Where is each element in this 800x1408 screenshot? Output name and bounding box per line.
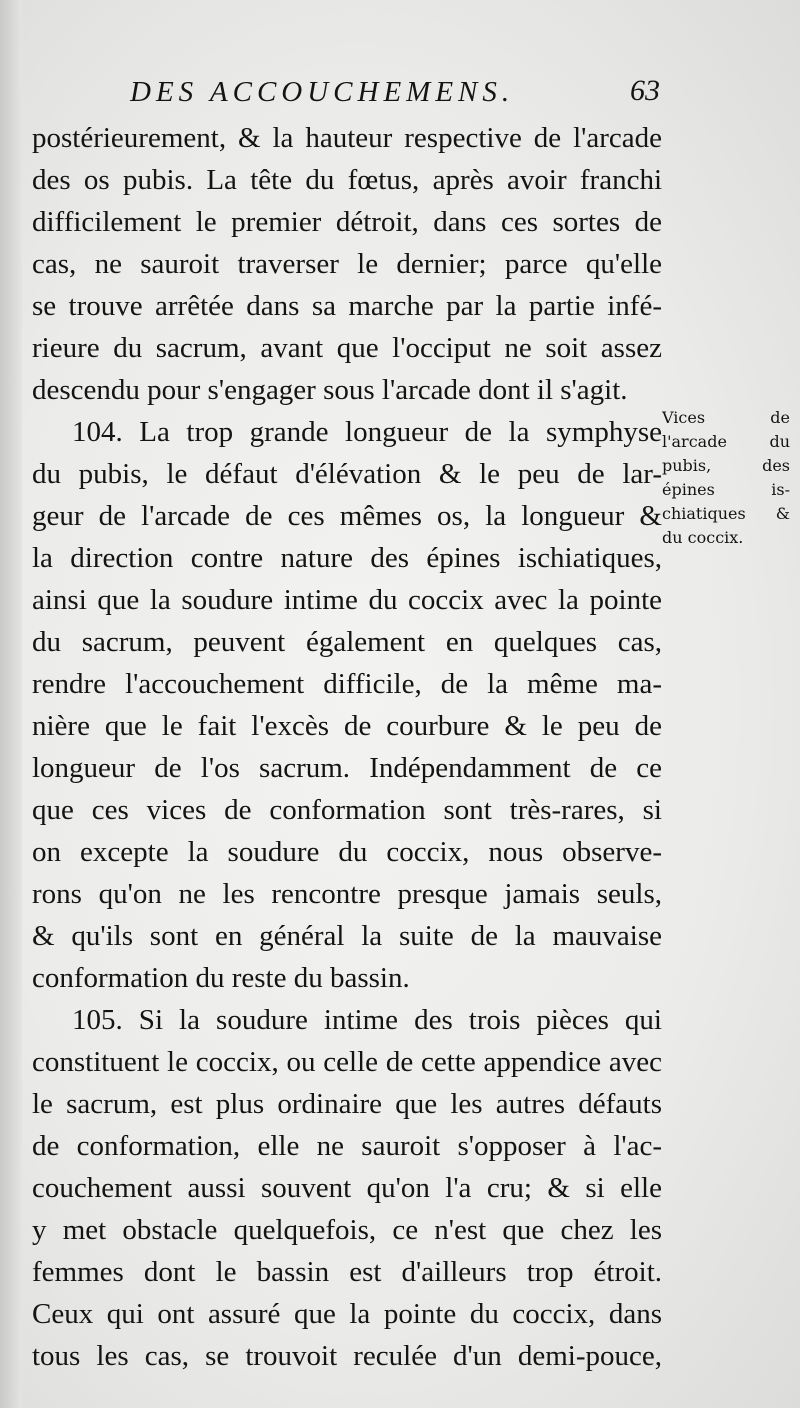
text-line: difficilement le premier détroit, dans ces sortes de [32,206,662,238]
text-line: descendu pour s'engager sous l'arcade dont il s'agit. [32,374,628,406]
text-line: tous les cas, se trouvoit reculée d'un demi-pouce, [32,1340,662,1372]
text-line: du pubis, le défaut d'élévation & le peu de lar- [32,458,662,490]
running-head [130,70,660,110]
running-title: DES ACCOUCHEMENS. [130,76,515,108]
text-line: longueur de l'os sacrum. Indépendamment de ce [32,752,662,784]
paragraph-104-start: 104. La trop grande longueur de la symphyse [72,416,662,448]
text-line: conformation du reste du bassin. [32,962,410,994]
text-line: la direction contre nature des épines ischiatiques, [32,542,662,574]
margin-note-line: chiatiques & [662,504,790,523]
text-line: y met obstacle quelquefois, ce n'est que chez les [32,1214,662,1246]
margin-note-line: épines is- [662,480,790,499]
margin-note-line: l'arcade du [662,432,790,451]
text-line: le sacrum, est plus ordinaire que les autres défauts [32,1088,662,1120]
text-line: on excepte la soudure du coccix, nous observe- [32,836,662,868]
text-line: couchement aussi souvent qu'on l'a cru; & si elle [32,1172,662,1204]
text-line: du sacrum, peuvent également en quelques cas, [32,626,662,658]
text-line: des os pubis. La tête du fœtus, après avoir franchi [32,164,662,196]
text-line: rons qu'on ne les rencontre presque jamais seuls, [32,878,662,910]
text-line: de conformation, elle ne sauroit s'opposer à l'ac- [32,1130,662,1162]
text-line: constituent le coccix, ou celle de cette appendice avec [32,1046,662,1078]
margin-note-line: pubis, des [662,456,790,475]
text-line: geur de l'arcade de ces mêmes os, la longueur & [32,500,662,532]
margin-note-line: du coccix. [662,528,744,547]
margin-note-line: Vices de [662,408,790,427]
text-line: rieure du sacrum, avant que l'occiput ne soit assez [32,332,662,364]
margin-note [662,406,792,566]
page-number: 63 [630,74,660,107]
text-line: se trouve arrêtée dans sa marche par la partie infé- [32,290,662,322]
text-line: Ceux qui ont assuré que la pointe du coccix, dans [32,1298,662,1330]
text-line: postérieurement, & la hauteur respective de l'arcade [32,122,662,154]
paragraph-105-start: 105. Si la soudure intime des trois pièces qui [72,1004,662,1036]
text-line: ainsi que la soudure intime du coccix avec la pointe [32,584,662,616]
text-line: rendre l'accouchement difficile, de la même ma- [32,668,662,700]
text-line: & qu'ils sont en général la suite de la mauvaise [32,920,662,952]
text-line: femmes dont le bassin est d'ailleurs trop étroit. [32,1256,662,1288]
text-line: cas, ne sauroit traverser le dernier; parce qu'elle [32,248,662,280]
text-line: nière que le fait l'excès de courbure & le peu de [32,710,662,742]
text-line: que ces vices de conformation sont très-rares, si [32,794,662,826]
